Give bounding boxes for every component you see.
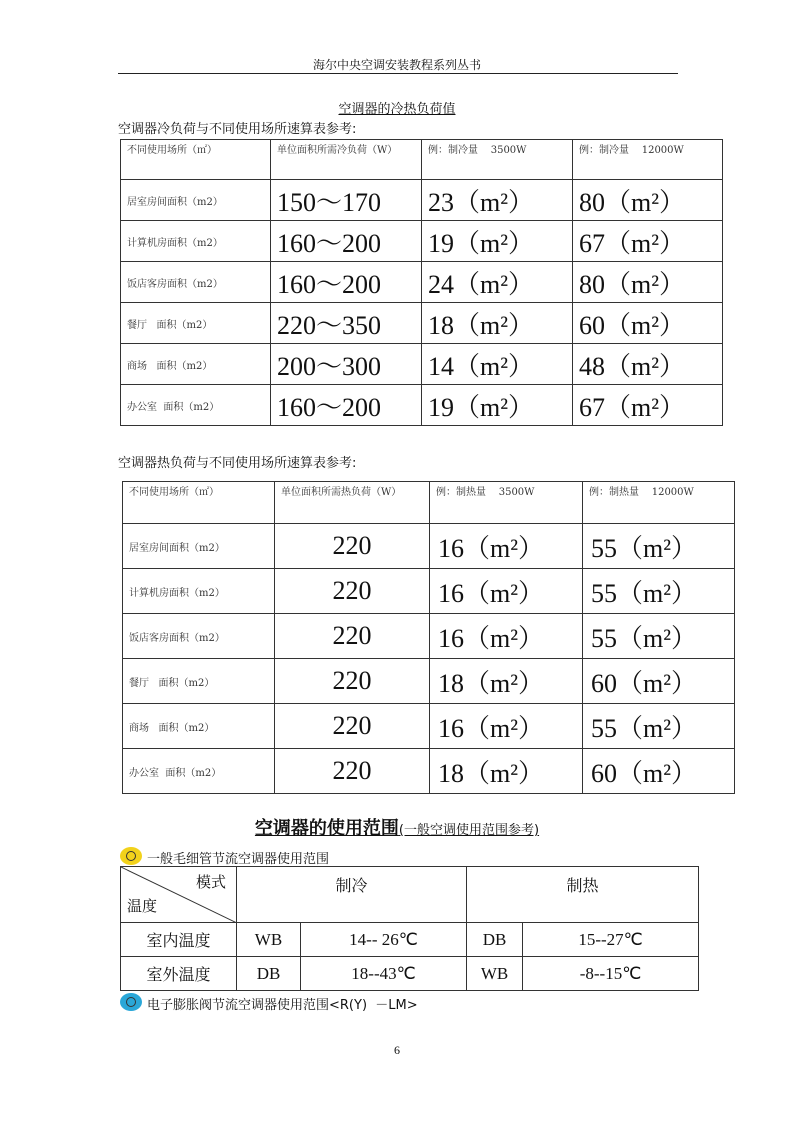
- cooling-header-example-3500: 例：制冷量 3500W: [422, 140, 573, 180]
- cool-type-cell: DB: [237, 957, 301, 991]
- heating-header-load: 单位面积所需热负荷（W）: [275, 482, 430, 524]
- place-cell: 办公室 面积（m2）: [121, 385, 271, 426]
- area-3500-cell: 19（m²）: [422, 385, 573, 426]
- heating-table: [122, 481, 735, 794]
- load-cell: 220: [275, 659, 430, 704]
- load-cell: 220: [275, 524, 430, 569]
- place-cell: 居室房间面积（m2）: [121, 180, 271, 221]
- place-cell: 居室房间面积（m2）: [123, 524, 275, 569]
- heating-header-place: 不同使用场所（㎡）: [123, 482, 275, 524]
- bullet-capillary-range: 一般毛细管节流空调器使用范围: [147, 852, 330, 867]
- load-cell: 200～300: [271, 344, 422, 385]
- table-row: [123, 659, 735, 704]
- area-3500-cell: 23（m²）: [422, 180, 573, 221]
- table-row: [123, 524, 735, 569]
- area-3500-cell: 19（m²）: [422, 221, 573, 262]
- row-label: 室内温度: [121, 923, 237, 957]
- bullet-ring-icon: [126, 851, 136, 861]
- range-title-main: 空调器的使用范围: [254, 818, 399, 839]
- table-row: [123, 569, 735, 614]
- range-title-sub: (一般空调使用范围参考): [398, 823, 540, 838]
- heating-caption: 空调器热负荷与不同使用场所速算表参考:: [118, 456, 357, 471]
- table-row: [121, 221, 723, 262]
- load-cell: 160～200: [271, 221, 422, 262]
- area-12000-cell: 67（m²）: [573, 385, 723, 426]
- area-12000-cell: 55（m²）: [583, 524, 735, 569]
- heat-type-cell: DB: [467, 923, 523, 957]
- range-table: [120, 866, 699, 991]
- page-number: 6: [394, 1043, 400, 1057]
- place-cell: 计算机房面积（m2）: [123, 569, 275, 614]
- place-cell: 办公室 面积（m2）: [123, 749, 275, 794]
- area-3500-cell: 18（m²）: [430, 659, 583, 704]
- area-3500-cell: 24（m²）: [422, 262, 573, 303]
- area-3500-cell: 18（m²）: [422, 303, 573, 344]
- cooling-table: [120, 139, 723, 426]
- area-12000-cell: 67（m²）: [573, 221, 723, 262]
- place-cell: 计算机房面积（m2）: [121, 221, 271, 262]
- table-row: [123, 614, 735, 659]
- row-label: 室外温度: [121, 957, 237, 991]
- cooling-header-place: 不同使用场所（㎡）: [121, 140, 271, 180]
- range-title: [0, 814, 794, 840]
- heating-header-example-12000: 例：制热量 12000W: [583, 482, 735, 524]
- load-cell: 220～350: [271, 303, 422, 344]
- area-12000-cell: 60（m²）: [583, 749, 735, 794]
- load-cell: 220: [275, 614, 430, 659]
- load-cell: 160～200: [271, 262, 422, 303]
- area-3500-cell: 16（m²）: [430, 569, 583, 614]
- bullet-ring-icon: [126, 997, 136, 1007]
- load-cell: 160～200: [271, 385, 422, 426]
- area-3500-cell: 18（m²）: [430, 749, 583, 794]
- running-header: 海尔中央空调安装教程系列丛书: [312, 58, 481, 72]
- table-row: [121, 262, 723, 303]
- area-3500-cell: 16（m²）: [430, 524, 583, 569]
- table-row: [121, 385, 723, 426]
- table-row: [123, 749, 735, 794]
- cool-range-cell: 18--43℃: [301, 957, 467, 991]
- area-12000-cell: 60（m²）: [583, 659, 735, 704]
- place-cell: 商场 面积（m2）: [123, 704, 275, 749]
- area-12000-cell: 80（m²）: [573, 262, 723, 303]
- table-row: [121, 303, 723, 344]
- place-cell: 商场 面积（m2）: [121, 344, 271, 385]
- range-header-row: [121, 867, 699, 923]
- heating-mode-header: 制热: [467, 867, 699, 923]
- place-cell: 饭店客房面积（m2）: [123, 614, 275, 659]
- table-row: [123, 704, 735, 749]
- cooling-header-example-12000: 例：制冷量 12000W: [573, 140, 723, 180]
- cool-range-cell: 14-- 26℃: [301, 923, 467, 957]
- heat-range-cell: -8--15℃: [523, 957, 699, 991]
- heat-range-cell: 15--27℃: [523, 923, 699, 957]
- load-cell: 220: [275, 704, 430, 749]
- header-rule: [118, 73, 678, 74]
- load-cell: 220: [275, 569, 430, 614]
- cooling-mode-header: 制冷: [237, 867, 467, 923]
- area-12000-cell: 80（m²）: [573, 180, 723, 221]
- area-3500-cell: 14（m²）: [422, 344, 573, 385]
- section-title-text: 空调器的冷热负荷值: [338, 102, 456, 117]
- table-row: [121, 344, 723, 385]
- area-3500-cell: 16（m²）: [430, 704, 583, 749]
- cooling-caption: 空调器冷负荷与不同使用场所速算表参考:: [118, 122, 357, 137]
- area-12000-cell: 48（m²）: [573, 344, 723, 385]
- place-cell: 餐厅 面积（m2）: [121, 303, 271, 344]
- load-cell: 220: [275, 749, 430, 794]
- table-row: [121, 923, 699, 957]
- area-3500-cell: 16（m²）: [430, 614, 583, 659]
- diagonal-header-cell: [121, 867, 237, 923]
- cooling-header-load: 单位面积所需冷负荷（W）: [271, 140, 422, 180]
- table-row: [121, 180, 723, 221]
- cooling-header-row: [121, 140, 723, 180]
- bullet-eev-range: 电子膨胀阀节流空调器使用范围<R(Y) －LM>: [147, 998, 418, 1013]
- heat-type-cell: WB: [467, 957, 523, 991]
- load-cell: 150～170: [271, 180, 422, 221]
- section-title: [0, 98, 794, 117]
- yellow-circle-bullet-icon: [120, 847, 142, 865]
- area-12000-cell: 55（m²）: [583, 614, 735, 659]
- area-12000-cell: 55（m²）: [583, 569, 735, 614]
- temperature-label: 温度: [127, 897, 158, 915]
- mode-label: 模式: [195, 873, 226, 891]
- area-12000-cell: 60（m²）: [573, 303, 723, 344]
- cool-type-cell: WB: [237, 923, 301, 957]
- heating-header-example-3500: 例：制热量 3500W: [430, 482, 583, 524]
- table-row: [121, 957, 699, 991]
- place-cell: 餐厅 面积（m2）: [123, 659, 275, 704]
- area-12000-cell: 55（m²）: [583, 704, 735, 749]
- blue-circle-bullet-icon: [120, 993, 142, 1011]
- heating-header-row: [123, 482, 735, 524]
- place-cell: 饭店客房面积（m2）: [121, 262, 271, 303]
